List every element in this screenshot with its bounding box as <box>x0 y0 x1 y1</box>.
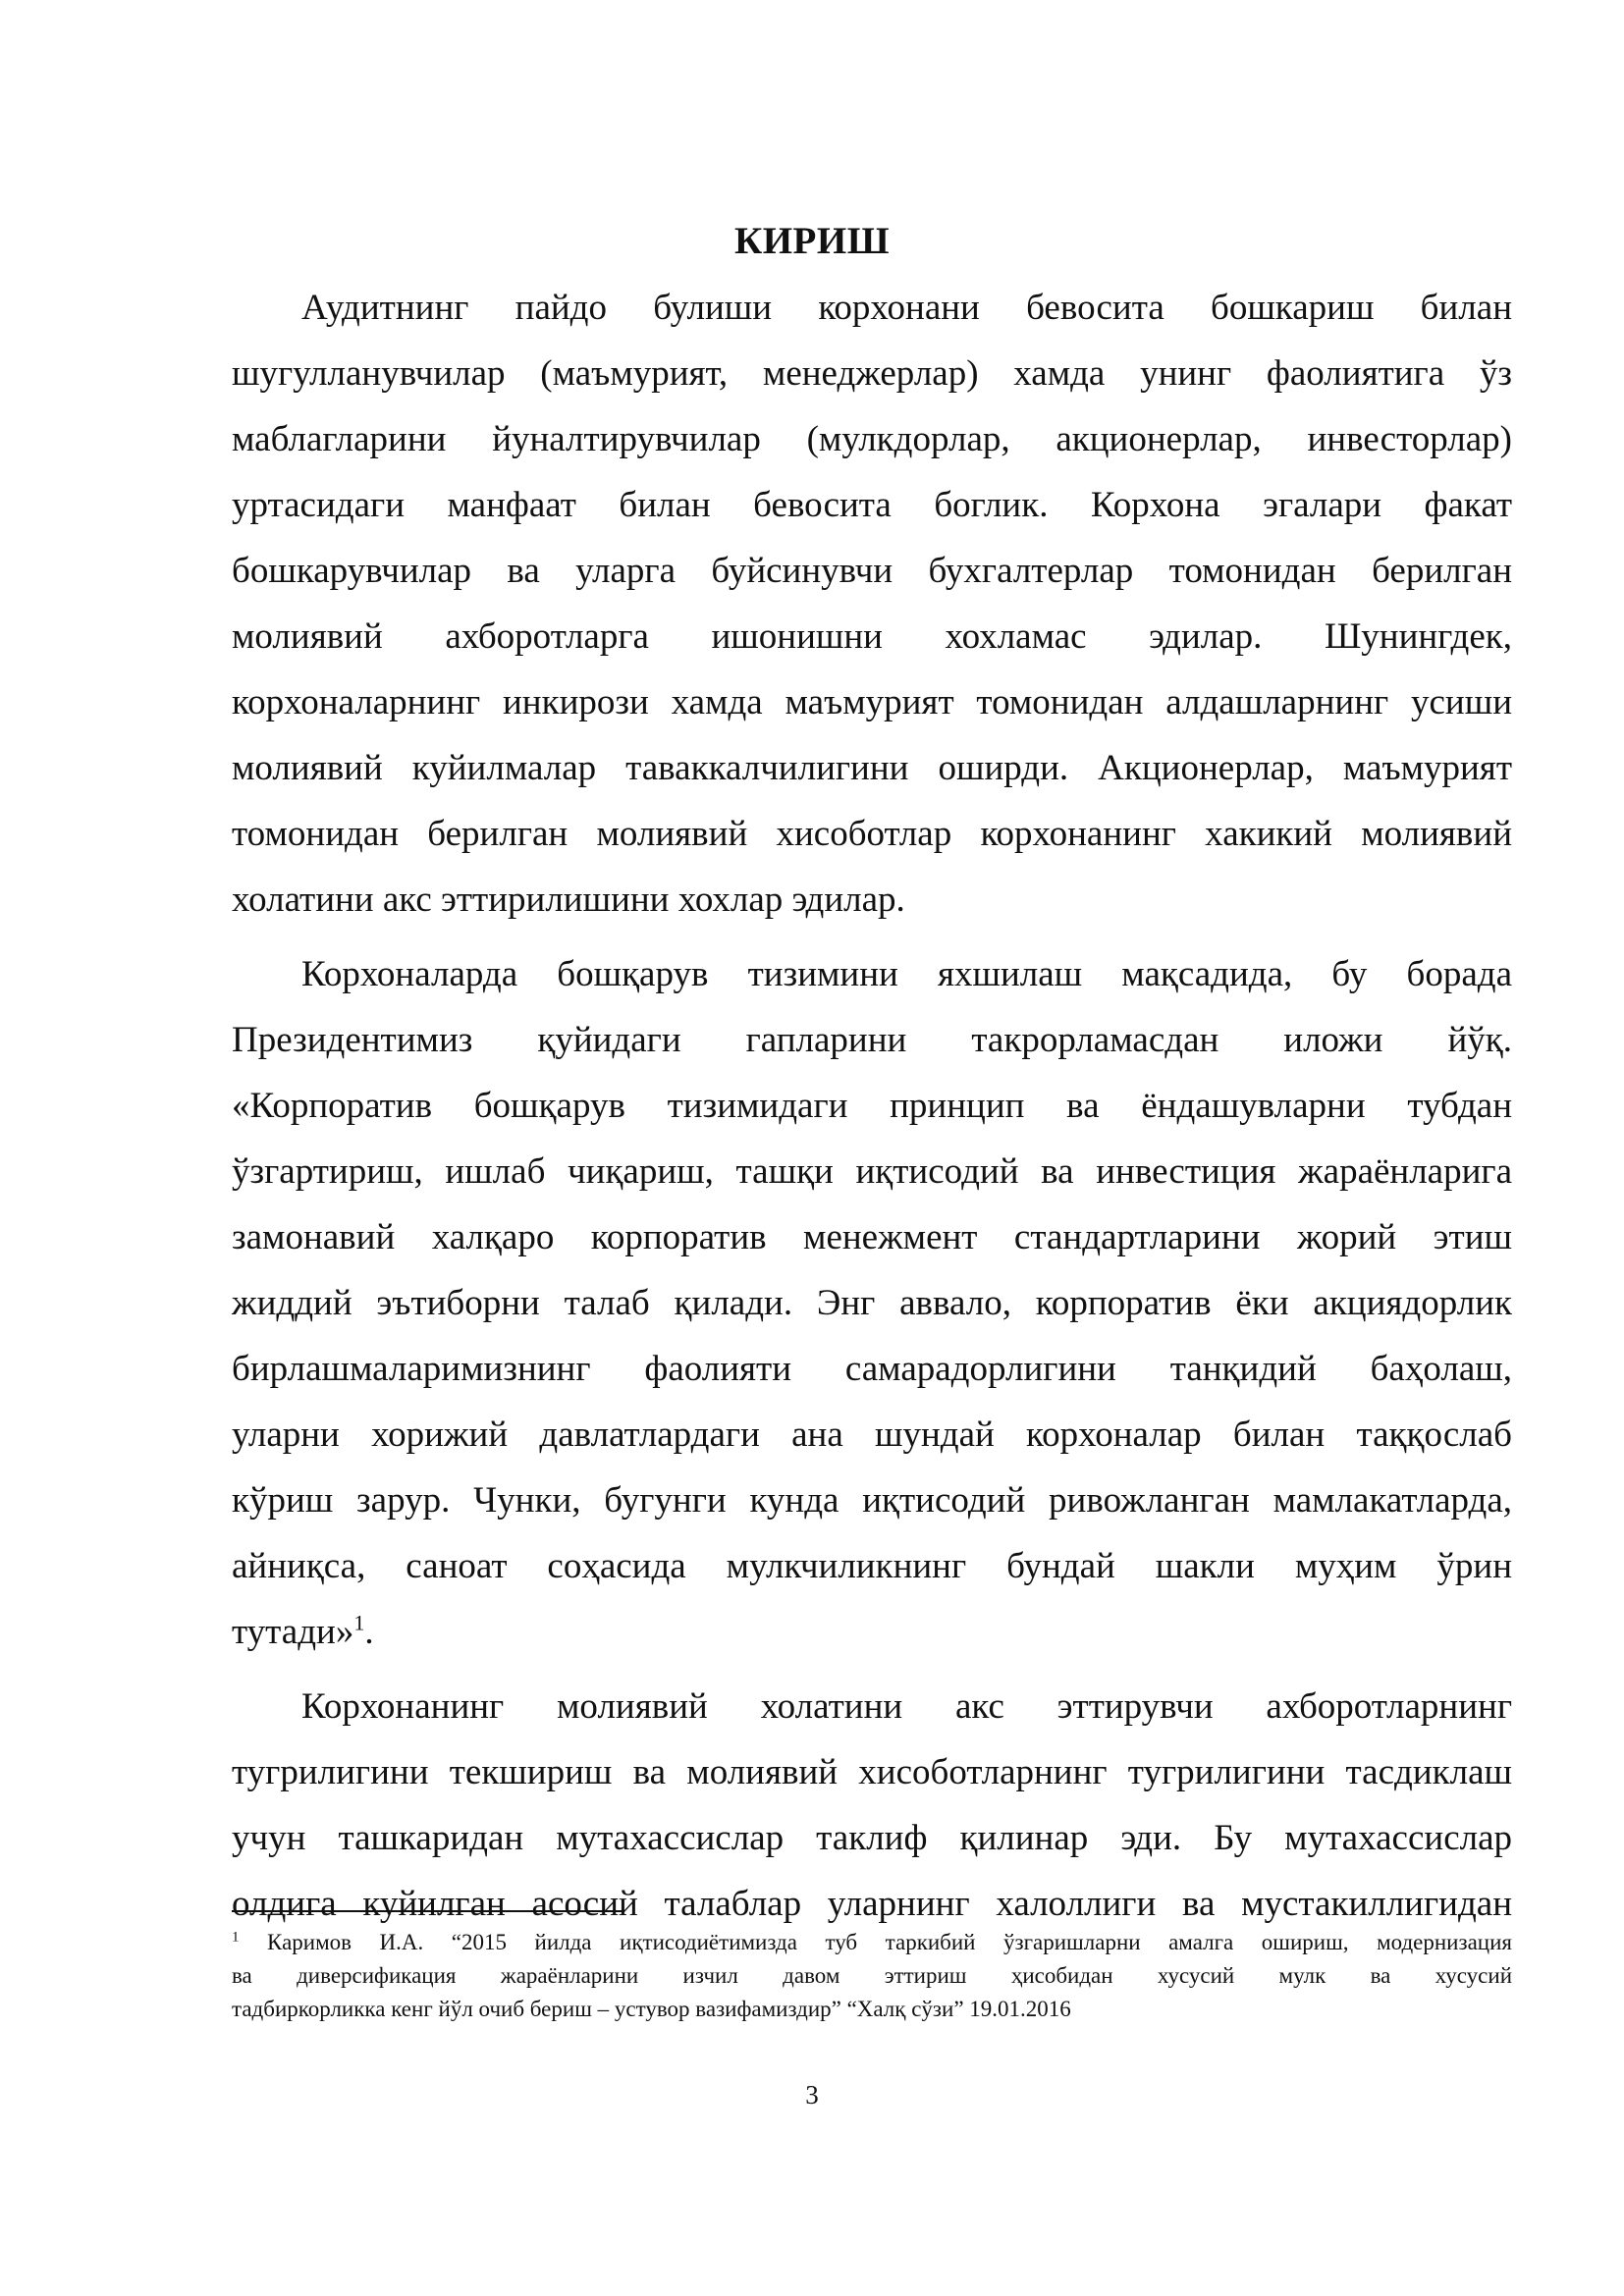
text-line: шугулланувчилар (маъмурият, менеджерлар) хамда унинг фаолиятига ўз <box>232 353 1512 394</box>
text-line: «Корпоратив бошқарув тизимидаги принцип ва ёндашувларни тубдан <box>232 1086 1512 1126</box>
footnote-text: Каримов И.А. “2015 йилда иқтисодиётимизда туб таркибий ўзгаришларни амалга ошириш, модернизация <box>239 1930 1512 1954</box>
body-text <box>232 275 1512 1937</box>
footnote-mark: 1 <box>232 1929 240 1946</box>
text-line: молиявий ахборотларга ишонишни хохламас эдилар. Шунингдек, <box>232 616 1512 657</box>
text-line: томонидан берилган молиявий хисоботлар корхонанинг хакикий молиявий <box>232 814 1512 854</box>
text-line: Аудитнинг пайдо булиши корхонани бевосита бошкариш билан <box>301 288 1512 328</box>
text-line <box>232 1599 1512 1665</box>
text-line: Корхонанинг молиявий холатини акс эттирувчи ахборотларнинг <box>301 1686 1512 1727</box>
text-line: замонавий халқаро корпоратив менежмент стандартларини жорий этиш <box>232 1217 1512 1257</box>
text-line: бирлашмаларимизнинг фаолияти самарадорлигини танқидий баҳолаш, <box>232 1349 1512 1389</box>
text-line: бошкарувчилар ва уларга буйсинувчи бухгалтерлар томонидан берилган <box>232 551 1512 591</box>
paragraph-3 <box>232 1674 1512 1937</box>
text-line: молиявий куйилмалар таваккалчилигини оширди. Акционерлар, маъмурият <box>232 748 1512 788</box>
paragraph-1 <box>232 275 1512 933</box>
footnote-reference[interactable]: 1 <box>353 1610 365 1635</box>
text-line: уларни хорижий давлатлардаги ана шундай корхоналар билан таққослаб <box>232 1415 1512 1455</box>
footnote-line <box>232 1926 1512 1959</box>
text-line: холатини акс эттирилишини хохлар эдилар. <box>232 880 905 920</box>
text-line: учун ташкаридан мутахассислар таклиф қилинар эди. Бу мутахассислар <box>232 1818 1512 1858</box>
text-line: уртасидаги манфаат билан бевосита боглик. Корхона эгалари факат <box>232 485 1512 525</box>
footnote-divider <box>232 1910 624 1912</box>
sentence-end: . <box>364 1612 374 1652</box>
footnote-line: тадбиркорликка кенг йўл очиб бериш – устувор вазифамиздир” “Халқ сўзи” 19.01.2016 <box>232 1997 1071 2021</box>
page-title: КИРИШ <box>733 220 891 262</box>
text-line: олдига куйилган асосий талаблар уларнинг халоллиги ва мустакиллигидан <box>232 1884 1512 1924</box>
footnote-line: ва диверсификация жараёнларини изчил давом эттириш ҳисобидан хусусий мулк ва хусусий <box>232 1963 1512 1988</box>
text-line: Корхоналарда бошқарув тизимини яхшилаш мақсадида, бу борада <box>301 954 1512 994</box>
text-line: тугрилигини текшириш ва молиявий хисоботларнинг тугрилигини тасдиклаш <box>232 1752 1512 1792</box>
text-line: кўриш зарур. Чунки, бугунги кунда иқтисодий ривожланган мамлакатларда, <box>232 1480 1512 1521</box>
text-line: Президентимиз қуйидаги гапларини такрорламасдан иложи йўқ. <box>232 1020 1512 1060</box>
text-line: корхоналарнинг инкирози хамда маъмурият томонидан алдашларнинг усиши <box>232 682 1512 722</box>
text-line: жиддий эътиборни талаб қилади. Энг аввало, корпоратив ёки акциядорлик <box>232 1283 1512 1323</box>
text-line: ўзгартириш, ишлаб чиқариш, ташқи иқтисодий ва инвестиция жараёнларига <box>232 1151 1512 1192</box>
quote-end-text: тутади» <box>232 1612 354 1652</box>
paragraph-2 <box>232 941 1512 1665</box>
text-line: айниқса, саноат соҳасида мулкчиликнинг бундай шакли муҳим ўрин <box>232 1546 1512 1586</box>
footnote <box>232 1926 1512 2026</box>
page-number: 3 <box>805 2080 819 2109</box>
text-line: маблагларини йуналтирувчилар (мулкдорлар, акционерлар, инвесторлар) <box>232 419 1512 459</box>
